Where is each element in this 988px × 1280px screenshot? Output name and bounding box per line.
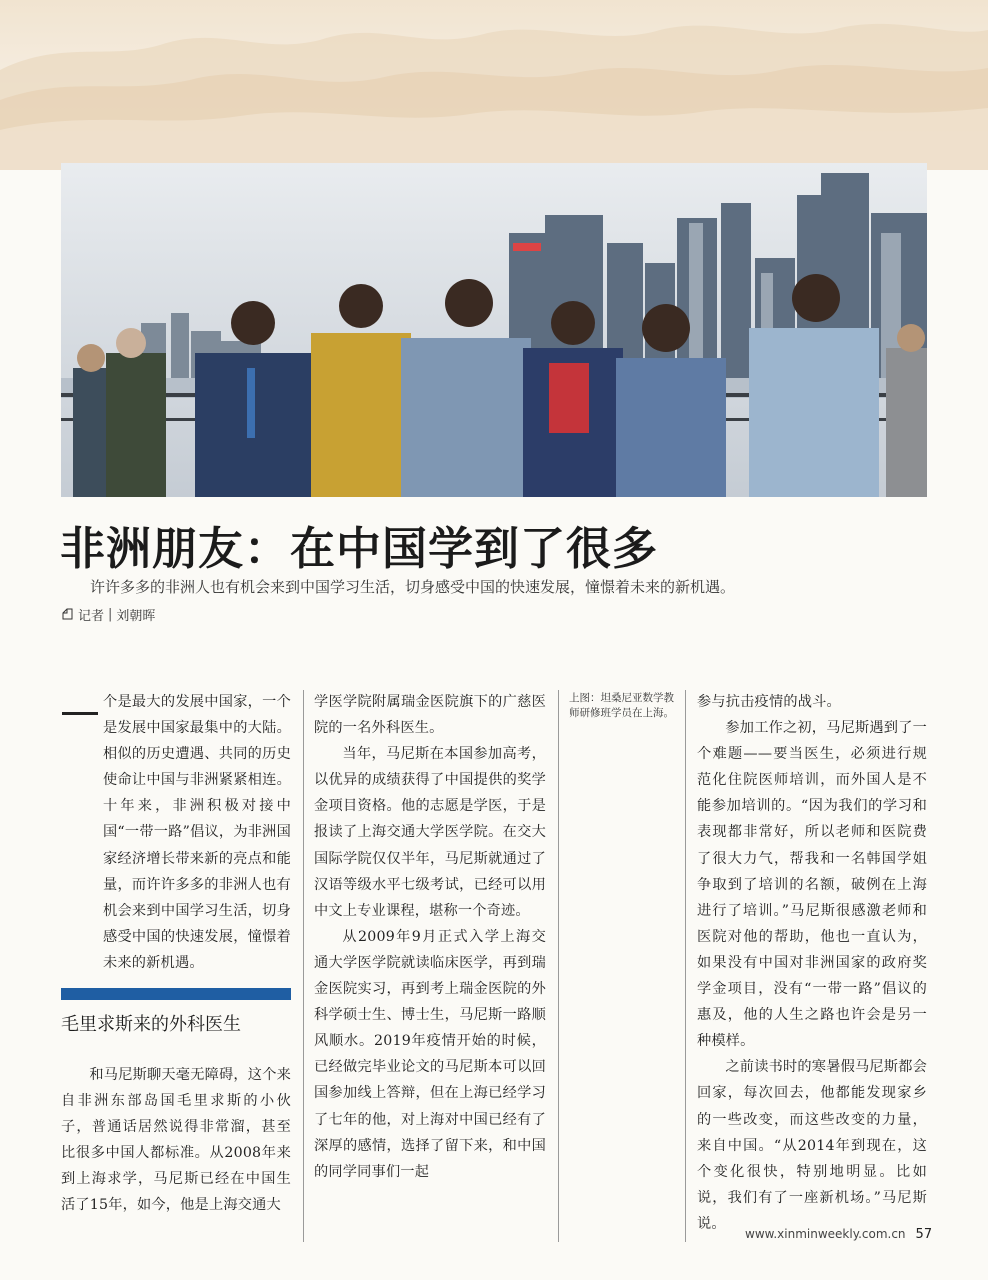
body-paragraph: 从2009年9月正式入学上海交通大学医学院就读临床医学，再到瑞金医院实习，再到考上瑞金医院的外科学硕士生、博士生，马尼斯一路顺风顺水。2019年疫情开始的时候，已经做完毕业论文的马尼斯本可以回国参加线上答辩，但在上海已经学习了七年的他，对上海对中国已经有了深厚的感情，选择了留下来，和中国的同学同事们一起 [314, 928, 546, 1180]
photo-caption: 上图：坦桑尼亚数学教师研修班学员在上海。 [569, 692, 674, 719]
pen-icon [61, 608, 74, 621]
body-paragraph: 学医学院附属瑞金医院旗下的广慈医院的一名外科医生。 [314, 694, 546, 737]
body-paragraph: 当年，马尼斯在本国参加高考，以优异的成绩获得了中国提供的奖学金项目资格。他的志愿是学医，于是报读了上海交通大学医学院。在交大国际学院仅仅半年，马尼斯就通过了汉语等级水平七级考试，已经可以用中文上专业课程，堪称一个奇迹。 [314, 746, 546, 919]
column-divider [685, 690, 686, 1242]
headline: 非洲朋友：在中国学到了很多 [60, 522, 659, 575]
column-divider [303, 690, 304, 1242]
article-column-1-lower [61, 1062, 291, 1219]
section-bar [61, 988, 291, 1000]
article-column-1 [61, 689, 291, 979]
body-paragraph: 参加工作之初，马尼斯遇到了一个难题——要当医生，必须进行规范化住院医师培训，而外国人是不能参加培训的。“因为我们的学习和表现都非常好，所以老师和医院费了很大力气，帮我和一名韩国学姐争取到了培训的名额，破例在上海进行了培训。”马尼斯很感激老师和医院对他的帮助，他也一直认为，如果没有中国对非洲国家的政府奖学金项目，没有“一带一路”倡议的惠及，他的人生之路也许会是另一种模样。 [697, 720, 927, 1050]
byline-role: 记者 [78, 609, 105, 624]
intro-paragraph: 个是最大的发展中国家，一个是发展中国家最集中的大陆。相似的历史遭遇、共同的历史使命让中国与非洲紧紧相连。十年来，非洲积极对接中国“一带一路”倡议，为非洲国家经济增长带来新的亮点和能量，而许许多多的非洲人也有机会来到中国学习生活，切身感受中国的快速发展，憧憬着未来的新机遇。 [103, 694, 291, 971]
byline-name: 刘朝晖 [116, 609, 156, 624]
column-divider [558, 690, 559, 1242]
article-column-2 [314, 689, 546, 1185]
section-title: 毛里求斯来的外科医生 [61, 1014, 241, 1035]
article-column-4 [697, 689, 927, 1237]
page-footer [745, 1227, 932, 1242]
decorative-mountain-banner [0, 0, 988, 170]
byline [61, 605, 155, 624]
byline-separator: | [108, 607, 113, 622]
subtitle: 许许多多的非洲人也有机会来到中国学习生活，切身感受中国的快速发展，憧憬着未来的新机遇。 [90, 578, 736, 596]
page-number: 57 [915, 1227, 933, 1242]
body-paragraph: 之前读书时的寒暑假马尼斯都会回家，每次回去，他都能发现家乡的一些改变，而这些改变的力量，来自中国。“从2014年到现在，这个变化很快，特别地明显。比如说，我们有了一座新机场。”马尼斯说。 [697, 1059, 927, 1232]
website-url[interactable]: www.xinminweekly.com.cn [745, 1227, 906, 1241]
body-paragraph: 参与抗击疫情的战斗。 [697, 694, 841, 710]
body-paragraph: 和马尼斯聊天毫无障碍，这个来自非洲东部岛国毛里求斯的小伙子，普通话居然说得非常溜，甚至比很多中国人都标准。从2008年来到上海求学，马尼斯已经在中国生活了15年，如今，他是上海交通大 [61, 1067, 291, 1214]
group-photo [61, 163, 927, 497]
